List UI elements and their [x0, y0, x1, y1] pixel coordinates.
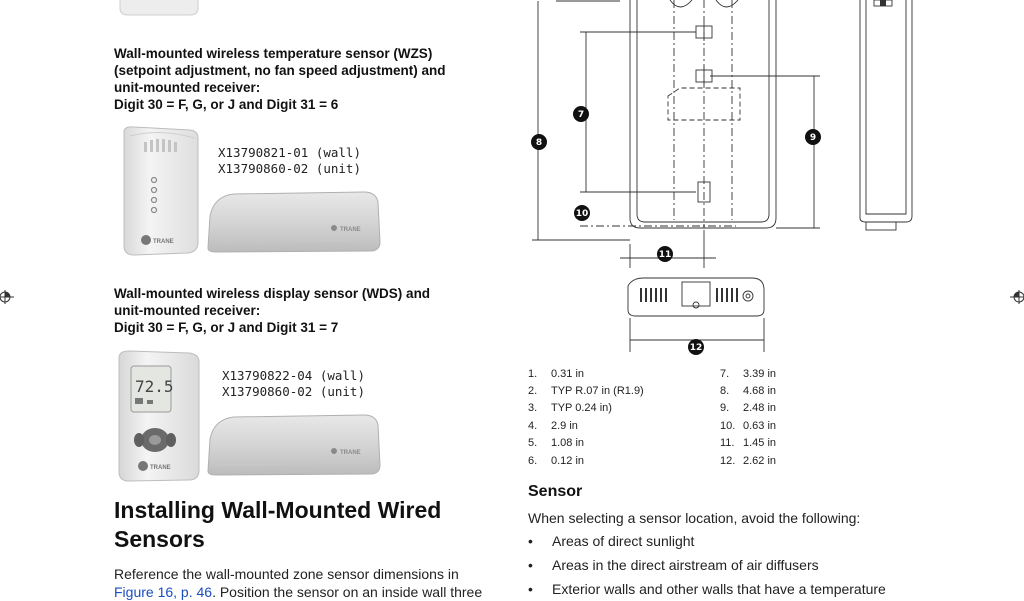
bullet-text: Exterior walls and other walls that have a temperature: [552, 581, 886, 597]
section-title-line: Installing Wall-Mounted Wired: [114, 497, 442, 523]
callout-12: [688, 339, 704, 355]
section-title-line: Sensors: [114, 526, 205, 552]
dimension-list-col1: 1. 0.31 in 2. TYP R.07 in (R1.9) 3. TYP 0.24 in) 4. 2.9 in 5. 1.08 in 6. 0.12 in: [528, 368, 644, 467]
wds-part-wall: X13790822-04 (wall): [222, 368, 365, 383]
bullet-text: Areas of direct sunlight: [552, 533, 695, 549]
brand-logo-text: TRANE: [153, 239, 174, 245]
section-title: [114, 496, 441, 554]
trane-logo-icon: [141, 235, 151, 245]
svg-text:8: 8: [535, 138, 543, 148]
trane-logo-icon: [138, 461, 148, 471]
callout-9: [805, 129, 821, 145]
wzs-part-unit: X13790860-02 (unit): [218, 161, 361, 176]
wzs-heading-line: Digit 30 = F, G, or J and Digit 31 = 6: [114, 97, 339, 112]
wds-heading-line: unit-mounted receiver:: [114, 303, 261, 318]
bullet-dot: •: [528, 533, 533, 549]
bullet-dot: •: [528, 557, 533, 573]
registration-mark-icon: [1008, 288, 1024, 306]
callout-11: [657, 246, 673, 262]
wds-unit-receiver-photo: [204, 409, 382, 479]
svg-text:12: 12: [689, 343, 703, 353]
wzs-heading-line: unit-mounted receiver:: [114, 80, 261, 95]
sensor-dimension-drawing: [520, 0, 920, 362]
wds-part-numbers: [222, 368, 365, 400]
sensor-title: Sensor: [528, 483, 583, 500]
sensor-photo-cropped: [118, 0, 200, 16]
svg-text:11: 11: [658, 250, 672, 260]
dimension-list-col2: 7. 3.39 in 8. 4.68 in 9. 2.48 in 10. 0.63 in 11. 1.45 in 12. 2.62 in: [720, 368, 777, 467]
callout-8: [531, 134, 547, 150]
registration-mark-icon: [0, 288, 16, 306]
bullet-text: Areas in the direct airstream of air diffusers: [552, 557, 819, 573]
wds-wall-sensor-photo: [113, 348, 205, 484]
wzs-heading-line: (setpoint adjustment, no fan speed adjustment) and: [114, 63, 446, 78]
display-reading: 72.5: [135, 377, 174, 396]
wds-heading-line: Digit 30 = F, G, or J and Digit 31 = 7: [114, 320, 339, 335]
svg-text:10: 10: [575, 209, 589, 219]
installation-paragraph: [114, 565, 504, 601]
wzs-unit-receiver-photo: [204, 186, 382, 256]
wds-heading: [114, 285, 494, 336]
sensor-intro: When selecting a sensor location, avoid the following:: [528, 510, 861, 526]
callout-10: [574, 205, 590, 221]
paragraph-line: Reference the wall-mounted zone sensor dimensions in: [114, 566, 459, 582]
svg-text:9: 9: [809, 133, 817, 143]
svg-text:7: 7: [577, 110, 585, 120]
wzs-wall-sensor-photo: [116, 124, 206, 258]
brand-logo-text: TRANE: [340, 227, 361, 233]
wzs-part-wall: X13790821-01 (wall): [218, 145, 361, 160]
brand-logo-text: TRANE: [150, 465, 171, 471]
bullet-dot: •: [528, 581, 533, 597]
callout-7: [573, 106, 589, 122]
paragraph-text: . Position the sensor on an inside wall three: [212, 584, 483, 600]
wzs-heading-line: Wall-mounted wireless temperature sensor (WZS): [114, 46, 433, 61]
wds-part-unit: X13790860-02 (unit): [222, 384, 365, 399]
wds-heading-line: Wall-mounted wireless display sensor (WDS) and: [114, 286, 431, 301]
brand-logo-text: TRANE: [340, 450, 361, 456]
figure-link[interactable]: Figure 16, p. 46: [114, 584, 213, 600]
wzs-heading: [114, 45, 494, 113]
wzs-part-numbers: [218, 145, 361, 177]
